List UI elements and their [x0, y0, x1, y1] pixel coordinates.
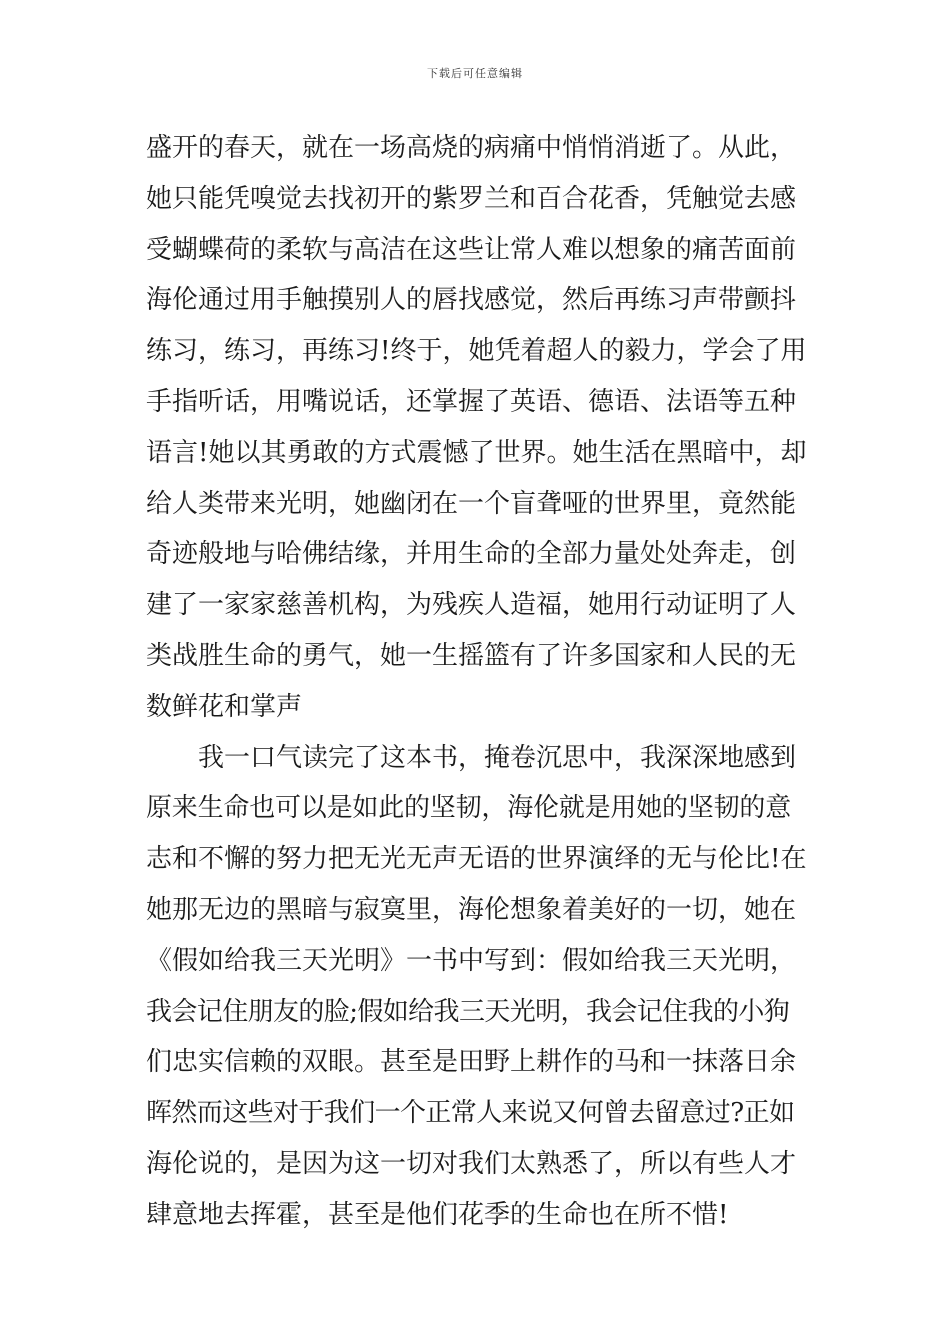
- text-line: 类战胜生命的勇气，她一生摇篮有了许多国家和人民的无: [146, 640, 797, 671]
- text-line: 受蝴蝶荷的柔软与高洁在这些让常人难以想象的痛苦面前: [146, 234, 797, 265]
- text-line: 奇迹般地与哈佛结缘，并用生命的全部力量处处奔走，创: [146, 539, 797, 570]
- text-line: 《假如给我三天光明》一书中写到：假如给我三天光明，: [146, 945, 797, 976]
- text-line: 她那无边的黑暗与寂寞里，海伦想象着美好的一切，她在: [146, 894, 797, 925]
- text-line: 数鲜花和掌声: [146, 691, 303, 722]
- text-line: 手指听话，用嘴说话，还掌握了英语、德语、法语等五种: [146, 386, 797, 417]
- text-line: 海伦通过用手触摸别人的唇找感觉，然后再练习声带颤抖: [146, 285, 797, 316]
- text-line: 晖然而这些对于我们一个正常人来说又何曾去留意过?正如: [146, 1098, 795, 1129]
- page-header: 下载后可任意编辑: [427, 67, 523, 80]
- text-line: 肆意地去挥霍，甚至是他们花季的生命也在所不惜!: [146, 1199, 729, 1230]
- paragraph-2: [146, 733, 816, 1241]
- text-line: 我会记住朋友的脸;假如给我三天光明，我会记住我的小狗: [146, 996, 790, 1027]
- text-line: 语言!她以其勇敢的方式震憾了世界。她生活在黑暗中，却: [146, 437, 807, 468]
- text-line: 海伦说的，是因为这一切对我们太熟悉了，所以有些人才: [146, 1148, 797, 1179]
- document-body: [146, 123, 816, 1241]
- text-line: 盛开的春天，就在一场高烧的病痛中悄悄消逝了。从此，: [146, 133, 797, 163]
- text-line: 建了一家家慈善机构，为残疾人造福，她用行动证明了人: [146, 590, 797, 621]
- text-line: 原来生命也可以是如此的坚韧，海伦就是用她的坚韧的意: [146, 793, 792, 824]
- text-line: 练习，练习，再练习!终于，她凭着超人的毅力，学会了用: [146, 336, 807, 367]
- text-line-indented: 我一口气读完了这本书，掩卷沉思中，我深深地感到: [198, 742, 797, 773]
- text-line: 她只能凭嗅觉去找初开的紫罗兰和百合花香，凭触觉去感: [146, 183, 797, 214]
- text-line: 志和不懈的努力把无光无声无语的世界演绎的无与伦比!在: [146, 844, 807, 875]
- text-line: 给人类带来光明，她幽闭在一个盲聋哑的世界里，竟然能: [146, 488, 797, 519]
- paragraph-1: [146, 123, 816, 733]
- text-line: 们忠实信赖的双眼。甚至是田野上耕作的马和一抹落日余: [146, 1047, 797, 1078]
